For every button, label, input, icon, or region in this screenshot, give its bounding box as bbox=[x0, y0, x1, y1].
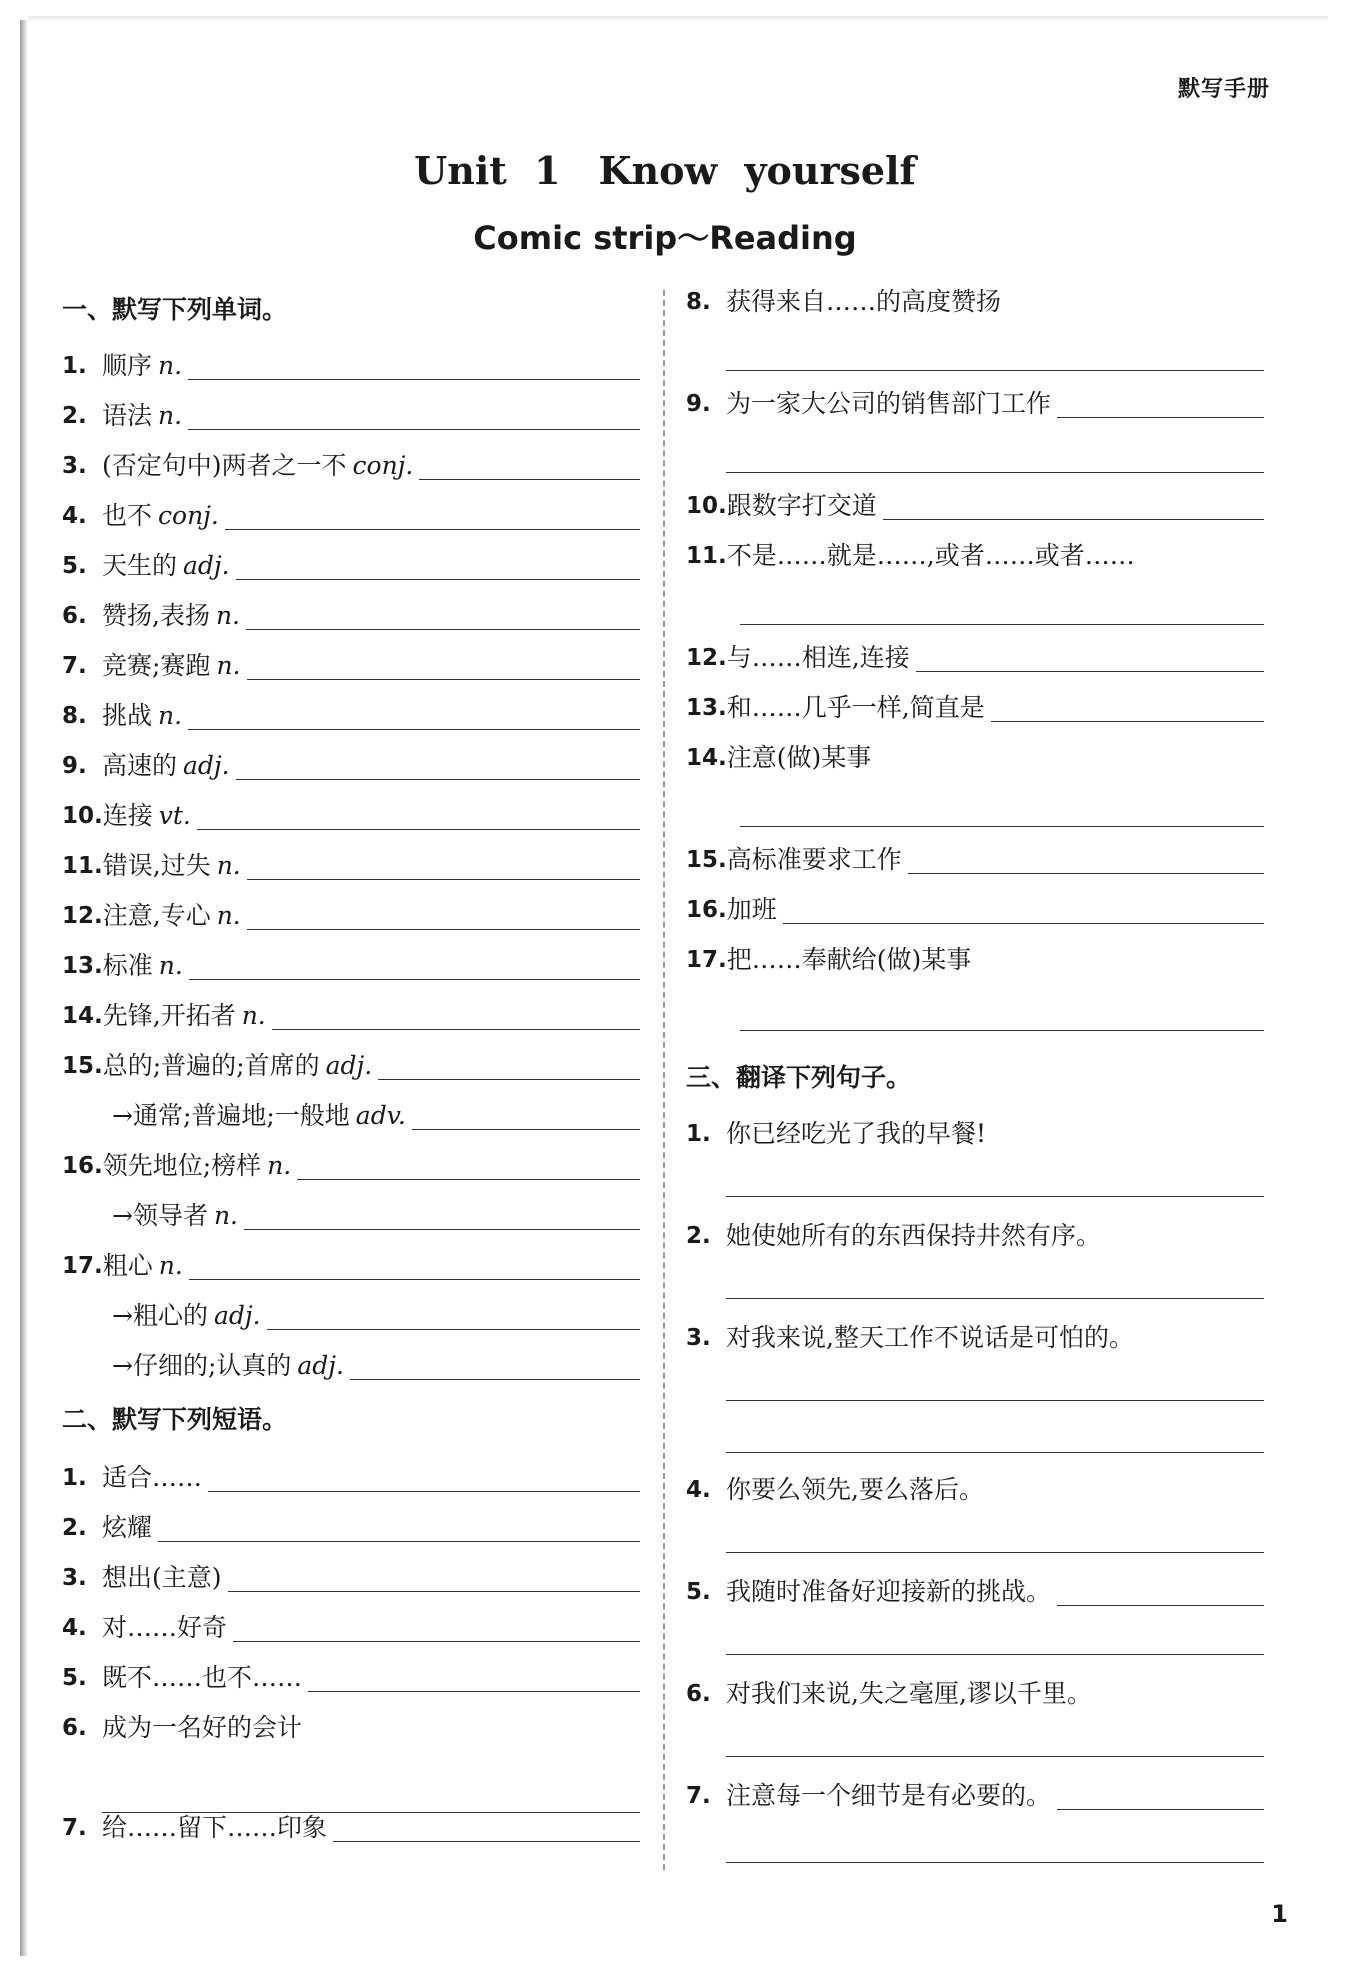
phrase-item: 12. 与……相连,连接 bbox=[686, 638, 1264, 678]
phrase-item: 16. 加班 bbox=[686, 890, 1264, 930]
answer-line[interactable] bbox=[189, 951, 640, 980]
answer-line[interactable] bbox=[908, 845, 1264, 874]
phrase-item: 1. 适合…… bbox=[62, 1458, 640, 1498]
word-item: 2. 语法 n. bbox=[62, 396, 640, 436]
answer-line[interactable] bbox=[783, 895, 1264, 924]
word-item: 4. 也不 conj. bbox=[62, 496, 640, 536]
answer-line[interactable] bbox=[247, 901, 640, 930]
answer-line[interactable] bbox=[1057, 389, 1264, 418]
answer-line[interactable] bbox=[726, 1298, 1264, 1299]
word-item: 1. 顺序 n. bbox=[62, 346, 640, 386]
answer-line[interactable] bbox=[297, 1151, 640, 1180]
word-item: 3. (否定句中)两者之一不 conj. bbox=[62, 446, 640, 486]
answer-line[interactable] bbox=[272, 1001, 640, 1030]
answer-line[interactable] bbox=[726, 1400, 1264, 1401]
answer-line[interactable] bbox=[1057, 1781, 1264, 1810]
word-item: 7. 竞赛;赛跑 n. bbox=[62, 646, 640, 686]
word-subitem: →通常;普遍地;一般地 adv. bbox=[62, 1096, 640, 1136]
word-item: 5. 天生的 adj. bbox=[62, 546, 640, 586]
phrase-item: 14. 注意(做)某事 bbox=[686, 743, 872, 772]
answer-line[interactable] bbox=[740, 624, 1264, 625]
answer-line[interactable] bbox=[726, 1862, 1264, 1863]
answer-line[interactable] bbox=[247, 651, 641, 680]
word-item: 17. 粗心 n. bbox=[62, 1246, 640, 1286]
sentence-item: 7. 注意每一个细节是有必要的。 bbox=[686, 1776, 1264, 1816]
word-item: 10. 连接 vt. bbox=[62, 796, 640, 836]
header-label: 默写手册 bbox=[1177, 77, 1270, 102]
phrase-item: 7. 给……留下……印象 bbox=[62, 1808, 640, 1848]
answer-line[interactable] bbox=[726, 472, 1264, 473]
phrase-item: 13. 和……几乎一样,简直是 bbox=[686, 688, 1264, 728]
answer-line[interactable] bbox=[991, 693, 1264, 722]
answer-line[interactable] bbox=[189, 1251, 640, 1280]
phrase-item: 6. 成为一名好的会计 bbox=[62, 1713, 303, 1742]
answer-line[interactable] bbox=[350, 1351, 640, 1380]
phrase-item: 4. 对……好奇 bbox=[62, 1608, 640, 1648]
answer-line[interactable] bbox=[726, 1654, 1264, 1655]
answer-line[interactable] bbox=[378, 1051, 640, 1080]
word-item: 12. 注意,专心 n. bbox=[62, 896, 640, 936]
answer-line[interactable] bbox=[726, 370, 1264, 371]
answer-line[interactable] bbox=[726, 1196, 1264, 1197]
page-number: 1 bbox=[1271, 1900, 1288, 1928]
sentence-item: 2. 她使她所有的东西保持井然有序。 bbox=[686, 1221, 1102, 1250]
sentence-item: 4. 你要么领先,要么落后。 bbox=[686, 1475, 984, 1504]
answer-line[interactable] bbox=[916, 643, 1264, 672]
sentence-item: 1. 你已经吃光了我的早餐! bbox=[686, 1119, 987, 1148]
phrase-item: 17. 把……奉献给(做)某事 bbox=[686, 945, 972, 974]
phrase-item: 5. 既不……也不…… bbox=[62, 1658, 640, 1698]
answer-line[interactable] bbox=[236, 551, 640, 580]
answer-line[interactable] bbox=[208, 1463, 640, 1492]
section-heading-phrases: 二、默写下列短语。 bbox=[62, 1405, 288, 1434]
word-item: 16. 领先地位;榜样 n. bbox=[62, 1146, 640, 1186]
answer-line[interactable] bbox=[726, 1452, 1264, 1453]
column-divider bbox=[663, 290, 665, 1870]
section-heading-sentences: 三、翻译下列句子。 bbox=[686, 1063, 912, 1092]
word-subitem: →领导者 n. bbox=[62, 1196, 640, 1236]
phrase-item: 11. 不是……就是……,或者……或者…… bbox=[686, 541, 1135, 570]
answer-line[interactable] bbox=[236, 751, 640, 780]
answer-line[interactable] bbox=[726, 1756, 1264, 1757]
answer-line[interactable] bbox=[225, 501, 640, 530]
answer-line[interactable] bbox=[883, 491, 1264, 520]
phrase-item: 15. 高标准要求工作 bbox=[686, 840, 1264, 880]
word-item: 11. 错误,过失 n. bbox=[62, 846, 640, 886]
answer-line[interactable] bbox=[188, 401, 640, 430]
phrase-item: 9. 为一家大公司的销售部门工作 bbox=[686, 384, 1264, 424]
word-item: 6. 赞扬,表扬 n. bbox=[62, 596, 640, 636]
answer-line[interactable] bbox=[233, 1613, 640, 1642]
word-subitem: →仔细的;认真的 adj. bbox=[62, 1346, 640, 1386]
answer-line[interactable] bbox=[158, 1513, 640, 1542]
word-item: 13. 标准 n. bbox=[62, 946, 640, 986]
answer-line[interactable] bbox=[197, 801, 640, 830]
answer-line[interactable] bbox=[246, 601, 640, 630]
sentence-item: 3. 对我来说,整天工作不说话是可怕的。 bbox=[686, 1323, 1134, 1352]
answer-line[interactable] bbox=[244, 1201, 640, 1230]
answer-line[interactable] bbox=[740, 1030, 1264, 1031]
phrase-item: 2. 炫耀 bbox=[62, 1508, 640, 1548]
word-item: 8. 挑战 n. bbox=[62, 696, 640, 736]
answer-line[interactable] bbox=[1057, 1577, 1264, 1606]
sentence-item: 5. 我随时准备好迎接新的挑战。 bbox=[686, 1572, 1264, 1612]
answer-line[interactable] bbox=[228, 1563, 640, 1592]
page-subtitle: Comic strip～Reading bbox=[473, 219, 857, 257]
word-item: 14. 先锋,开拓者 n. bbox=[62, 996, 640, 1036]
word-item: 15. 总的;普遍的;首席的 adj. bbox=[62, 1046, 640, 1086]
answer-line[interactable] bbox=[188, 351, 640, 380]
phrase-item: 10. 跟数字打交道 bbox=[686, 486, 1264, 526]
answer-line[interactable] bbox=[726, 1552, 1264, 1553]
answer-line[interactable] bbox=[267, 1301, 640, 1330]
answer-line[interactable] bbox=[419, 451, 640, 480]
phrase-item: 3. 想出(主意) bbox=[62, 1558, 640, 1598]
page-binding-edge bbox=[20, 20, 28, 1956]
answer-line[interactable] bbox=[188, 701, 640, 730]
answer-line[interactable] bbox=[308, 1663, 640, 1692]
answer-line[interactable] bbox=[412, 1101, 640, 1130]
word-item: 9. 高速的 adj. bbox=[62, 746, 640, 786]
section-heading-words: 一、默写下列单词。 bbox=[62, 295, 288, 324]
answer-line[interactable] bbox=[740, 826, 1264, 827]
sentence-item: 6. 对我们来说,失之毫厘,谬以千里。 bbox=[686, 1679, 1092, 1708]
word-subitem: →粗心的 adj. bbox=[62, 1296, 640, 1336]
answer-line[interactable] bbox=[333, 1813, 640, 1842]
phrase-item: 8. 获得来自……的高度赞扬 bbox=[686, 287, 1002, 316]
page-top-edge bbox=[28, 16, 1328, 22]
page-title: Unit 1 Know yourself bbox=[414, 148, 916, 193]
answer-line[interactable] bbox=[247, 851, 640, 880]
